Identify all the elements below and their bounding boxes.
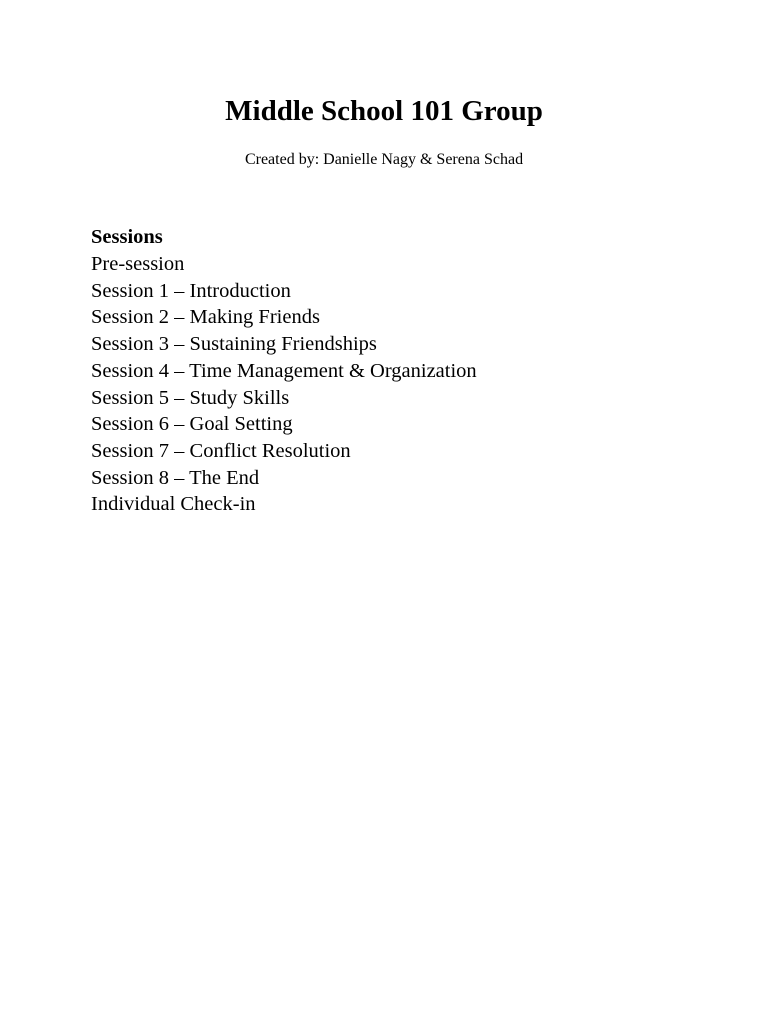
sessions-section (91, 224, 477, 518)
session-item-7: Session 7 – Conflict Resolution (91, 439, 351, 462)
session-item-1: Session 1 – Introduction (91, 279, 291, 302)
session-item-8: Session 8 – The End (91, 466, 260, 489)
sessions-list (91, 251, 477, 518)
session-item-2: Session 2 – Making Friends (91, 306, 320, 329)
document-byline: Created by: Danielle Nagy & Serena Schad (244, 151, 524, 168)
session-item-individual-check-in: Individual Check-in (91, 493, 256, 516)
sessions-heading: Sessions (91, 226, 163, 248)
session-item-4: Session 4 – Time Management & Organization (91, 359, 477, 382)
session-item-pre-session: Pre-session (91, 253, 185, 275)
session-item-3: Session 3 – Sustaining Friendships (91, 333, 377, 356)
session-item-6: Session 6 – Goal Setting (91, 413, 293, 436)
session-item-5: Session 5 – Study Skills (91, 386, 290, 409)
document-title: Middle School 101 Group (225, 95, 543, 127)
